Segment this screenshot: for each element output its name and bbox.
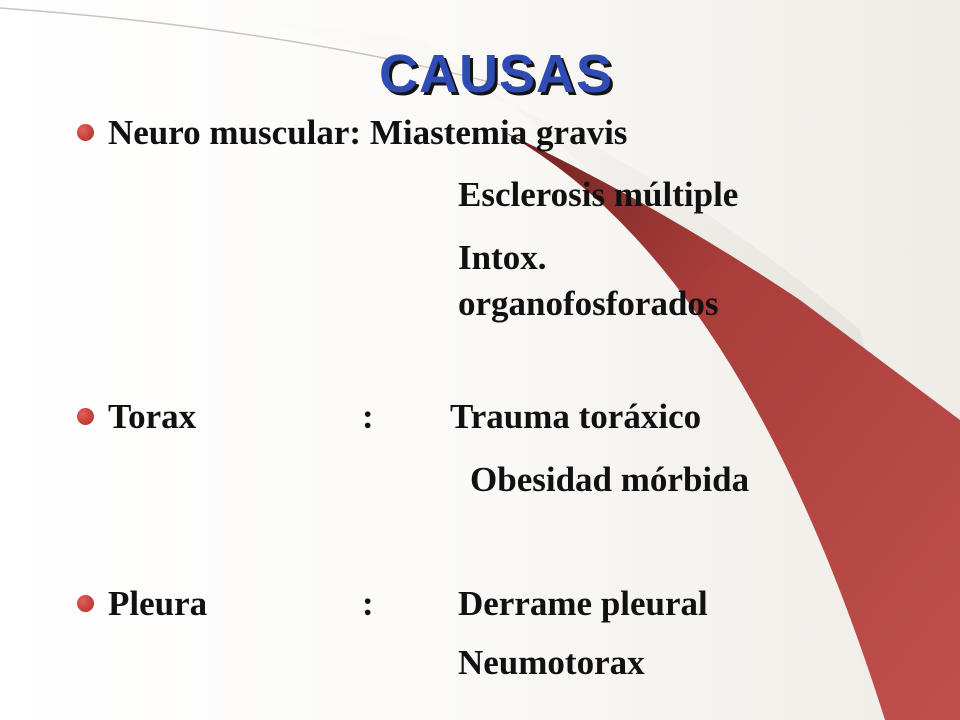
- bullet-icon: [77, 408, 94, 425]
- item-torax-continuation: Obesidad mórbida: [470, 460, 750, 499]
- item-pleura-detail: Derrame pleural: [458, 584, 708, 623]
- item-torax-detail: Trauma toráxico: [450, 397, 702, 436]
- item-pleura-continuation: Neumotorax: [458, 643, 645, 682]
- item-neuro-continuation: Intox.: [458, 238, 547, 277]
- bullet-icon: [77, 124, 94, 141]
- item-neuro-continuation: organofosforados: [458, 284, 719, 323]
- item-pleura: Pleura: [108, 584, 208, 623]
- item-torax: Torax: [108, 397, 197, 436]
- slide-title: CAUSAS: [378, 44, 614, 104]
- item-neuro-continuation: Esclerosis múltiple: [458, 175, 739, 214]
- item-torax-separator: :: [362, 397, 374, 436]
- item-neuro-muscular: Neuro muscular: Miastemia gravis: [108, 113, 628, 152]
- bullet-icon: [77, 595, 94, 612]
- item-pleura-separator: :: [362, 584, 374, 623]
